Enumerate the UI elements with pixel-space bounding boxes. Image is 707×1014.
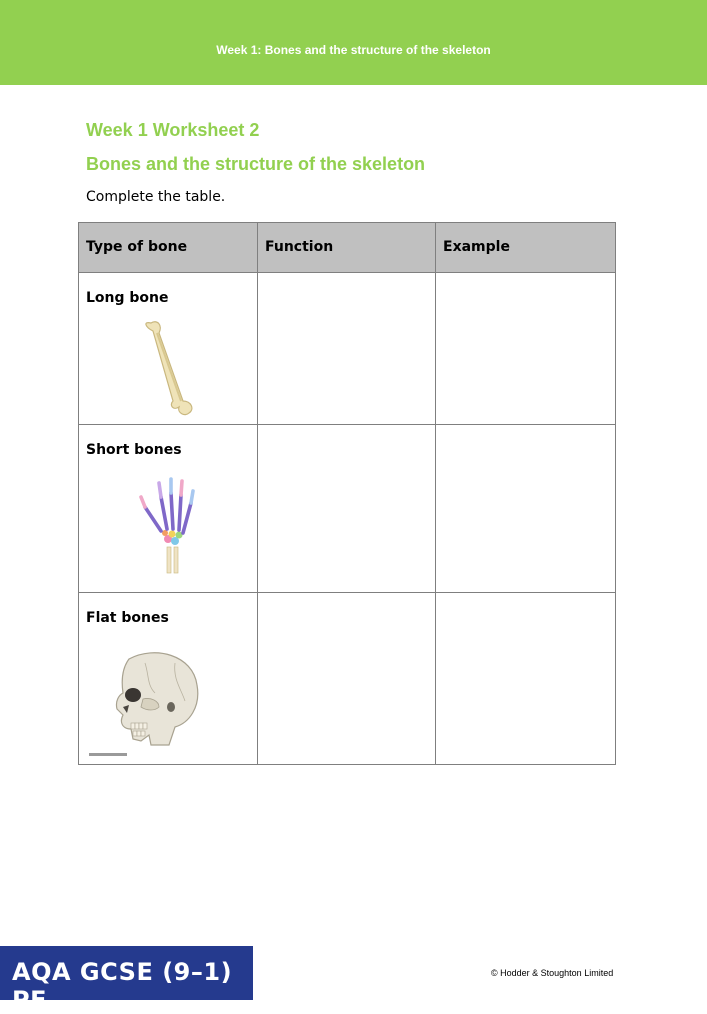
type-cell-flat-bones bbox=[79, 593, 258, 765]
table-header-row bbox=[79, 223, 616, 273]
example-cell[interactable] bbox=[436, 593, 616, 765]
function-cell[interactable] bbox=[258, 273, 436, 425]
header-banner-text: Week 1: Bones and the structure of the skeleton bbox=[216, 43, 491, 57]
header-label: Type of bone bbox=[86, 239, 188, 255]
header-example bbox=[436, 223, 616, 273]
header-label: Example bbox=[443, 239, 510, 255]
header-label: Function bbox=[265, 239, 334, 255]
footer-logo-text: AQA GCSE (9–1) PE bbox=[12, 958, 233, 1014]
hand-bones-icon bbox=[137, 475, 207, 575]
femur-bone-icon bbox=[139, 321, 209, 417]
function-cell[interactable] bbox=[258, 593, 436, 765]
table-row bbox=[79, 273, 616, 425]
row-label: Long bone bbox=[86, 290, 169, 306]
worksheet-subtitle: Bones and the structure of the skeleton bbox=[86, 154, 426, 174]
header-type-of-bone bbox=[79, 223, 258, 273]
instruction-text: Complete the table. bbox=[86, 189, 226, 205]
worksheet-title: Week 1 Worksheet 2 bbox=[86, 120, 260, 140]
type-cell-short-bones bbox=[79, 425, 258, 593]
copyright-text: © Hodder & Stoughton Limited bbox=[491, 968, 614, 978]
function-cell[interactable] bbox=[258, 425, 436, 593]
footer-logo-box bbox=[0, 946, 253, 1014]
table-row bbox=[79, 593, 616, 765]
row-label: Flat bones bbox=[86, 610, 169, 626]
example-cell[interactable] bbox=[436, 273, 616, 425]
bones-table bbox=[78, 222, 616, 765]
example-cell[interactable] bbox=[436, 425, 616, 593]
skull-icon bbox=[85, 649, 205, 759]
header-function bbox=[258, 223, 436, 273]
type-cell-long-bone bbox=[79, 273, 258, 425]
table-row bbox=[79, 425, 616, 593]
row-label: Short bones bbox=[86, 442, 182, 458]
